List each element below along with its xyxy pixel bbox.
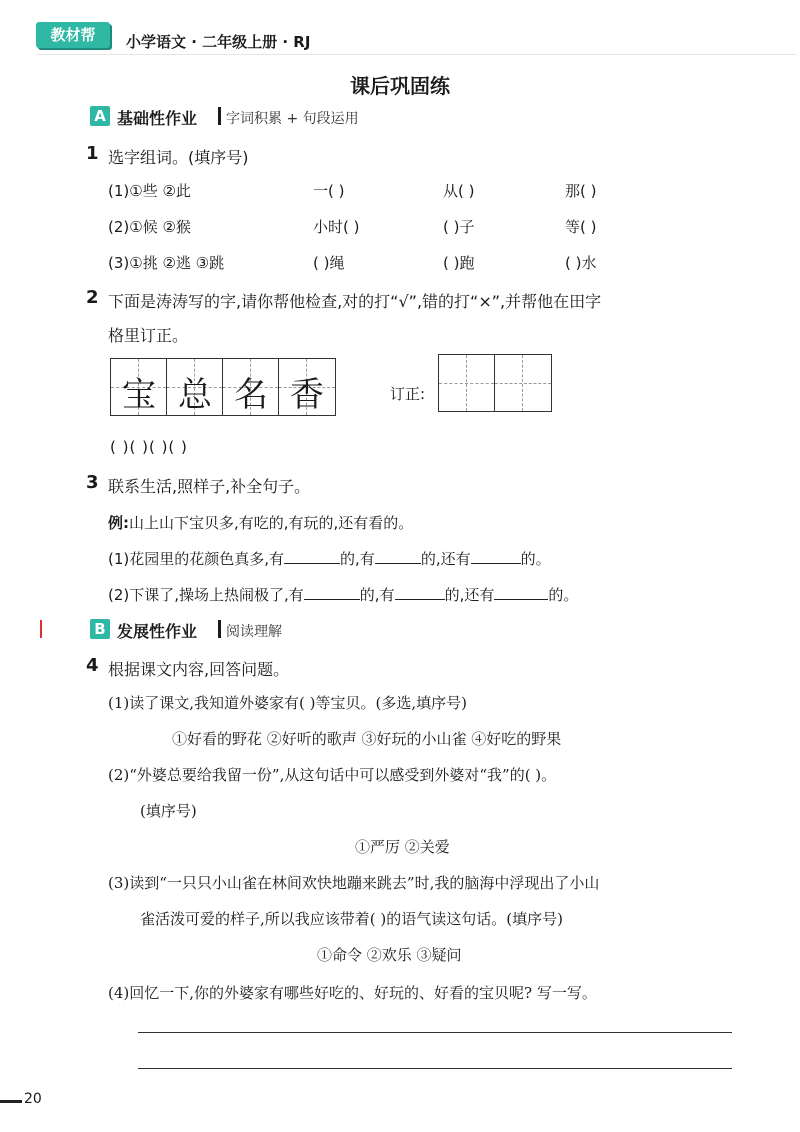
tianzige-grid <box>110 358 336 416</box>
example-text: 山上山下宝贝多,有吃的,有玩的,还有看的。 <box>129 514 414 532</box>
written-char: 香 <box>290 375 324 415</box>
tianzige-cell <box>111 359 167 415</box>
page-number-dash <box>0 1100 22 1103</box>
q4-part3-options: ①命令 ②欢乐 ③疑问 <box>317 946 462 964</box>
section-b-subtitle: 阅读理解 <box>226 624 282 640</box>
tianzige-cell <box>223 359 279 415</box>
question-3-prompt: 联系生活,照样子,补全句子。 <box>108 477 311 496</box>
q4-part2-options: ①严厉 ②关爱 <box>355 838 450 856</box>
s1-part-a: (1)花园里的花颜色真多,有 <box>108 550 285 568</box>
s1-blank-2[interactable] <box>375 549 421 564</box>
q1-row2-item3[interactable]: 等( ) <box>565 218 597 236</box>
q1-row2-item1[interactable]: 小时( ) <box>313 218 360 236</box>
q1-row3-item2[interactable]: ( )跑 <box>443 254 475 272</box>
q1-row1-item1[interactable]: 一( ) <box>313 182 345 200</box>
page-number: 20 <box>24 1091 42 1107</box>
q4-part2-line2: (填序号) <box>140 802 197 820</box>
question-2-number: 2 <box>86 287 99 308</box>
example-label: 例: <box>108 514 129 532</box>
tianzige-cell <box>279 359 335 415</box>
s1-blank-3[interactable] <box>471 549 521 564</box>
section-a-badge: A <box>90 106 110 126</box>
question-4-number: 4 <box>86 655 99 676</box>
question-3-number: 3 <box>86 472 99 493</box>
section-a-title: 基础性作业 <box>117 109 198 128</box>
q4-part3-line1: (3)读到“一只只小山雀在林间欢快地蹦来跳去”时,我的脑海中浮现出了小山 <box>108 874 600 892</box>
question-2-prompt-line1: 下面是涛涛写的字,请你帮他检查,对的打“√”,错的打“×”,并帮他在田字 <box>108 292 602 311</box>
question-1-prompt: 选字组词。(填序号) <box>108 148 249 167</box>
brand-logo: 教材帮 <box>36 22 110 48</box>
s1-part-c: 的,还有 <box>420 550 471 568</box>
correction-label: 订正: <box>390 385 426 403</box>
judge-blanks[interactable]: ( )( )( )( ) <box>110 438 188 456</box>
question-2-prompt-line2: 格里订正。 <box>108 326 189 345</box>
q1-row1-item2[interactable]: 从( ) <box>443 182 475 200</box>
q3-sentence-2 <box>108 584 578 605</box>
q1-row1-item3[interactable]: 那( ) <box>565 182 597 200</box>
section-b-badge: B <box>90 619 110 639</box>
s2-part-c: 的,还有 <box>444 586 495 604</box>
s2-blank-2[interactable] <box>395 585 445 600</box>
q4-part1: (1)读了课文,我知道外婆家有( )等宝贝。(多选,填序号) <box>108 694 467 712</box>
correction-grid[interactable] <box>438 354 552 412</box>
tianzige-cell <box>167 359 223 415</box>
margin-mark <box>40 620 42 638</box>
s2-blank-3[interactable] <box>494 585 548 600</box>
s2-part-b: 的,有 <box>359 586 395 604</box>
page-title: 课后巩固练 <box>350 74 450 98</box>
q1-row2-label: (2)①候 ②猴 <box>108 218 191 236</box>
section-b-title: 发展性作业 <box>117 622 198 641</box>
written-char: 名 <box>234 375 268 415</box>
answer-line[interactable] <box>138 1032 732 1033</box>
q3-sentence-1 <box>108 548 551 569</box>
correction-cell[interactable] <box>439 355 495 411</box>
q4-part1-options: ①好看的野花 ②好听的歌声 ③好玩的小山雀 ④好吃的野果 <box>172 730 562 748</box>
question-1-number: 1 <box>86 143 99 164</box>
s2-blank-1[interactable] <box>304 585 360 600</box>
correction-cell[interactable] <box>495 355 551 411</box>
q4-part3-line2: 雀活泼可爱的样子,所以我应该带着( )的语气读这句话。(填序号) <box>140 910 563 928</box>
s2-part-d: 的。 <box>548 586 579 604</box>
question-4-prompt: 根据课文内容,回答问题。 <box>108 660 290 679</box>
q1-row2-item2[interactable]: ( )子 <box>443 218 475 236</box>
answer-line[interactable] <box>138 1068 732 1069</box>
section-a-subtitle: 字词积累 + 句段运用 <box>226 111 359 127</box>
s1-part-d: 的。 <box>520 550 551 568</box>
q1-row3-item1[interactable]: ( )绳 <box>313 254 345 272</box>
written-char: 总 <box>178 375 212 415</box>
q1-row1-label: (1)①些 ②此 <box>108 182 191 200</box>
section-b-divider <box>218 620 221 638</box>
written-char: 宝 <box>122 375 156 415</box>
section-a-divider <box>218 107 221 125</box>
q4-part4: (4)回忆一下,你的外婆家有哪些好吃的、好玩的、好看的宝贝呢? 写一写。 <box>108 984 597 1002</box>
s1-part-b: 的,有 <box>340 550 375 568</box>
q1-row3-label: (3)①挑 ②逃 ③跳 <box>108 254 225 272</box>
q1-row3-item3[interactable]: ( )水 <box>565 254 597 272</box>
header-divider <box>36 54 796 55</box>
q4-part2-line1: (2)“外婆总要给我留一份”,从这句话中可以感受到外婆对“我”的( )。 <box>108 766 557 784</box>
s1-blank-1[interactable] <box>284 549 340 564</box>
book-title: 小学语文 · 二年级上册 · RJ <box>126 33 311 51</box>
s2-part-a: (2)下课了,操场上热闹极了,有 <box>108 586 304 604</box>
q3-example <box>108 512 413 533</box>
